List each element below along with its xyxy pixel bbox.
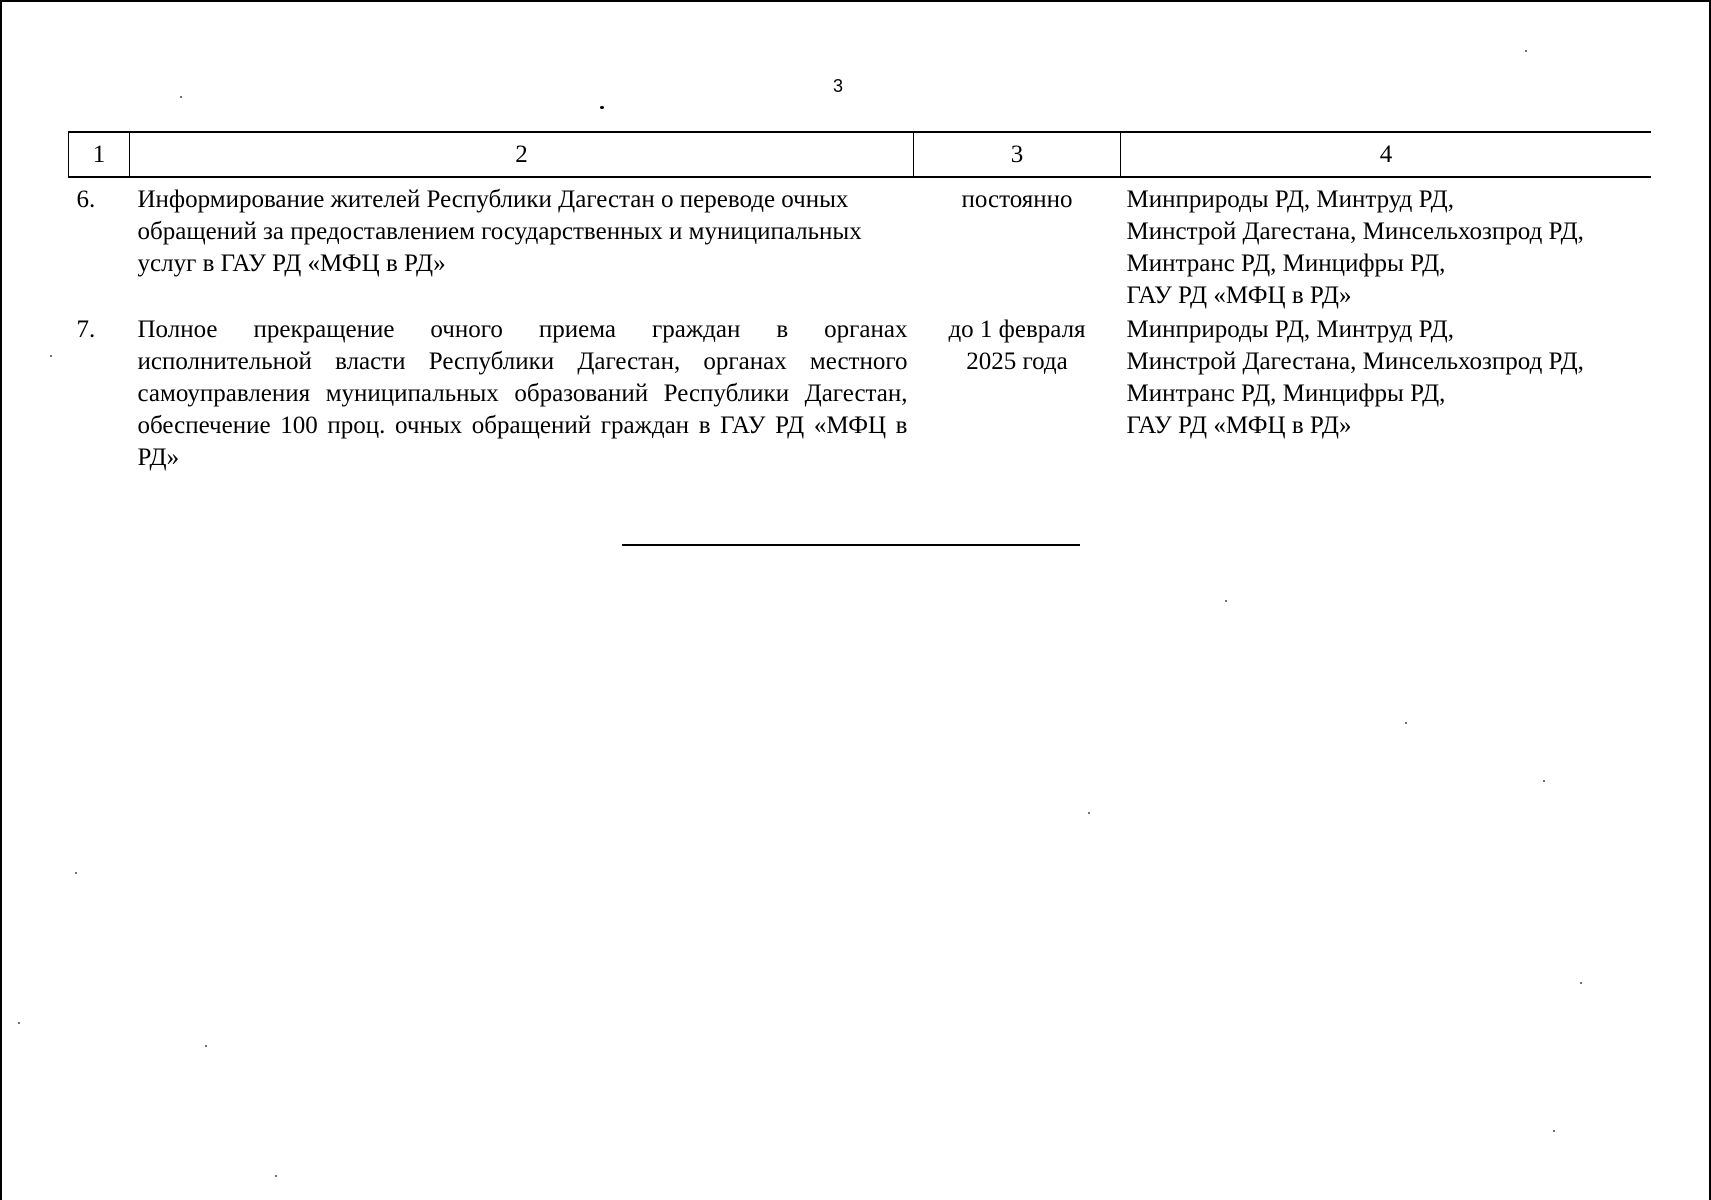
row-number: 7. — [76, 316, 96, 343]
executor-line: Минприроды РД, Минтруд РД, — [1126, 316, 1454, 343]
page-number: 3 — [833, 76, 844, 96]
executor-line: ГАУ РД «МФЦ в РД» — [1126, 282, 1352, 309]
executor-line: Минтранс РД, Минцифры РД, — [1126, 380, 1446, 407]
row-description: Информирование жителей Республики Дагестан о переводе очных обращений за предоставлением государственных и муниципальных услуг в ГАУ РД «МФЦ в РД» — [137, 186, 862, 277]
row-number: 6. — [76, 186, 96, 213]
scan-speck — [50, 355, 52, 357]
page-border-left — [0, 0, 2, 1200]
scan-speck — [600, 106, 604, 109]
term-line: до 1 февраля — [948, 316, 1086, 343]
scan-speck — [205, 1045, 207, 1047]
column-header-4: 4 — [1121, 132, 1652, 177]
executor-line: Минтранс РД, Минцифры РД, — [1126, 250, 1446, 277]
scan-speck — [18, 1022, 20, 1024]
executor-line: Минстрой Дагестана, Минсельхозпрод РД, — [1126, 348, 1584, 375]
row-term: постоянно — [961, 186, 1073, 213]
table-row — [69, 177, 1652, 314]
page-border-top — [0, 0, 1711, 2]
scan-speck — [1543, 780, 1545, 782]
column-header-2: 2 — [130, 132, 914, 177]
scan-speck — [1225, 600, 1227, 602]
row-executors — [1121, 314, 1652, 474]
table-row — [69, 314, 1652, 474]
document-end-line — [622, 544, 1080, 546]
scan-speck — [1580, 982, 1582, 984]
term-line: 2025 года — [966, 348, 1068, 375]
column-header-3: 3 — [914, 132, 1121, 177]
scan-speck — [1553, 1130, 1555, 1132]
executor-line: Минприроды РД, Минтруд РД, — [1126, 186, 1454, 213]
column-header-1: 1 — [69, 132, 130, 177]
scan-speck — [1088, 812, 1090, 814]
scan-speck — [1525, 50, 1527, 52]
executor-line: ГАУ РД «МФЦ в РД» — [1126, 412, 1352, 439]
scan-speck — [180, 96, 182, 98]
plan-table — [68, 131, 1651, 474]
scan-speck — [75, 872, 77, 874]
row-executors — [1121, 177, 1652, 314]
row-term — [914, 314, 1121, 474]
scan-speck — [275, 1175, 277, 1177]
executor-line: Минстрой Дагестана, Минсельхозпрод РД, — [1126, 218, 1584, 245]
table-header-row — [69, 132, 1652, 177]
row-description: Полное прекращение очного приема граждан в органах исполнительной власти Республики Дагестан, органах местного самоуправления муниципальных образований Республики Дагестан, обеспечение 100 проц. очных обращений граждан в ГАУ РД «МФЦ в РД» — [137, 316, 908, 471]
scan-speck — [1405, 722, 1407, 724]
